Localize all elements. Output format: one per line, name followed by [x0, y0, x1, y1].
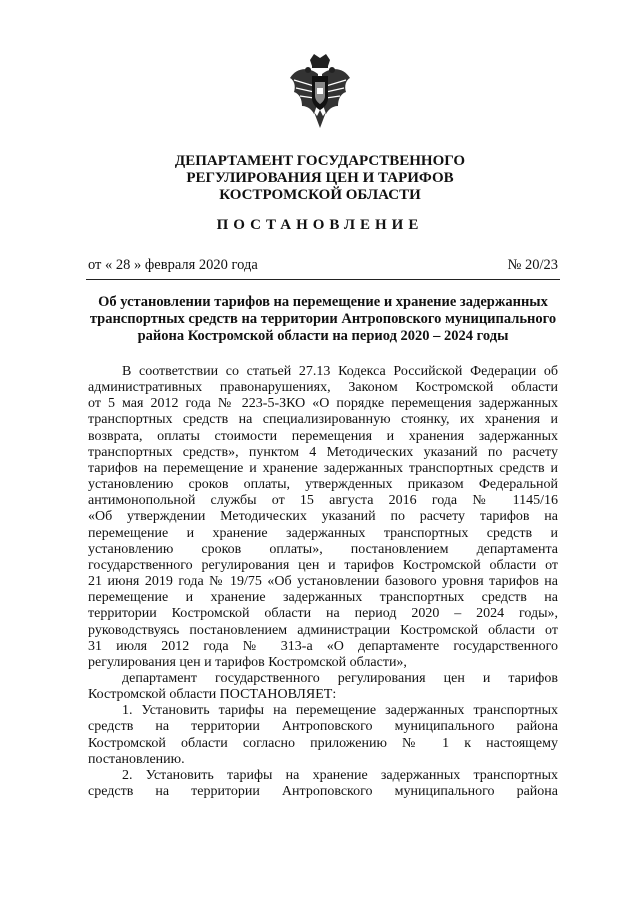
document-subject	[88, 294, 558, 345]
body-line: транспортных средств», пунктом 4 Методических указаний по расчету	[88, 444, 558, 460]
body-line: 2. Установить тарифы на хранение задержанных транспортных	[122, 767, 558, 783]
document-number: № 20/23	[507, 257, 558, 273]
coat-of-arms-icon	[288, 52, 352, 130]
body-line: департамент государственного регулирования цен и тарифов	[122, 670, 558, 686]
body-line: государственного регулирования цен и тарифов Костромской области от	[88, 557, 558, 573]
body-line: административных правонарушениях, Законом Костромской области	[88, 380, 558, 396]
body-line: от 5 мая 2012 года № 223-5-ЗКО «О порядке перемещения задержанных	[88, 396, 558, 412]
body-line: средств на территории Антроповского муниципального района	[88, 719, 558, 735]
subject-line: Об установлении тарифов на перемещение и хранение задержанных	[98, 294, 548, 310]
body-line: средств на территории Антроповского муниципального района	[88, 784, 558, 800]
body-line: Костромской области ПОСТАНОВЛЯЕТ:	[88, 687, 337, 703]
department-line: КОСТРОМСКОЙ ОБЛАСТИ	[219, 187, 421, 203]
body-line: Костромской области согласно приложению № 1 к настоящему	[88, 735, 558, 751]
body-line: перемещение и хранение задержанных транспортных средств и	[88, 525, 558, 541]
body-line: транспортных средств на специализированную стоянку, их хранения и	[88, 412, 558, 428]
body-line: территории Костромской области на период 2020 – 2024 годы»,	[88, 606, 558, 622]
body-line: В соответствии со статьей 27.13 Кодекса Российской Федерации об	[122, 364, 558, 379]
body-line: перемещение и хранение задержанных транспортных средств на	[88, 590, 558, 606]
body-line: тарифов на перемещение и хранение задержанных транспортных средств и	[88, 460, 558, 476]
body-line: возврата, оплаты стоимости перемещения и хранения задержанных	[88, 428, 558, 444]
document-date: от « 28 » февраля 2020 года	[88, 257, 258, 273]
body-line: руководствуясь постановлением администрации Костромской области от	[88, 622, 558, 638]
subject-line: района Костромской области на период 2020 – 2024 годы	[137, 328, 509, 344]
document-body	[88, 364, 558, 800]
body-line: установлению сроков оплаты, утвержденных приказом Федеральной	[88, 477, 558, 493]
department-name	[0, 153, 640, 204]
body-line: «Об утверждении Методических указаний по расчету тарифов на	[88, 509, 558, 525]
body-line: постановлению.	[88, 751, 185, 767]
body-line: 21 июня 2019 года № 19/75 «Об установлении базового уровня тарифов на	[88, 574, 558, 590]
subject-line: транспортных средств на территории Антроповского муниципального	[89, 311, 557, 327]
body-line: 31 июля 2012 года № 313-а «О департаменте государственного	[88, 638, 558, 654]
document-type-title: ПОСТАНОВЛЕНИЕ	[216, 217, 424, 233]
body-line: установлению сроков оплаты», постановлением департамента	[88, 541, 558, 557]
department-line: ДЕПАРТАМЕНТ ГОСУДАРСТВЕННОГО	[174, 153, 466, 169]
body-line: регулирования цен и тарифов Костромской области»,	[88, 654, 407, 670]
department-line: РЕГУЛИРОВАНИЯ ЦЕН И ТАРИФОВ	[186, 170, 454, 186]
body-line: 1. Установить тарифы на перемещение задержанных транспортных	[122, 703, 558, 719]
header-divider	[86, 279, 560, 280]
body-line: антимонопольной службы от 15 августа 2016 года № 1145/16	[88, 493, 558, 509]
